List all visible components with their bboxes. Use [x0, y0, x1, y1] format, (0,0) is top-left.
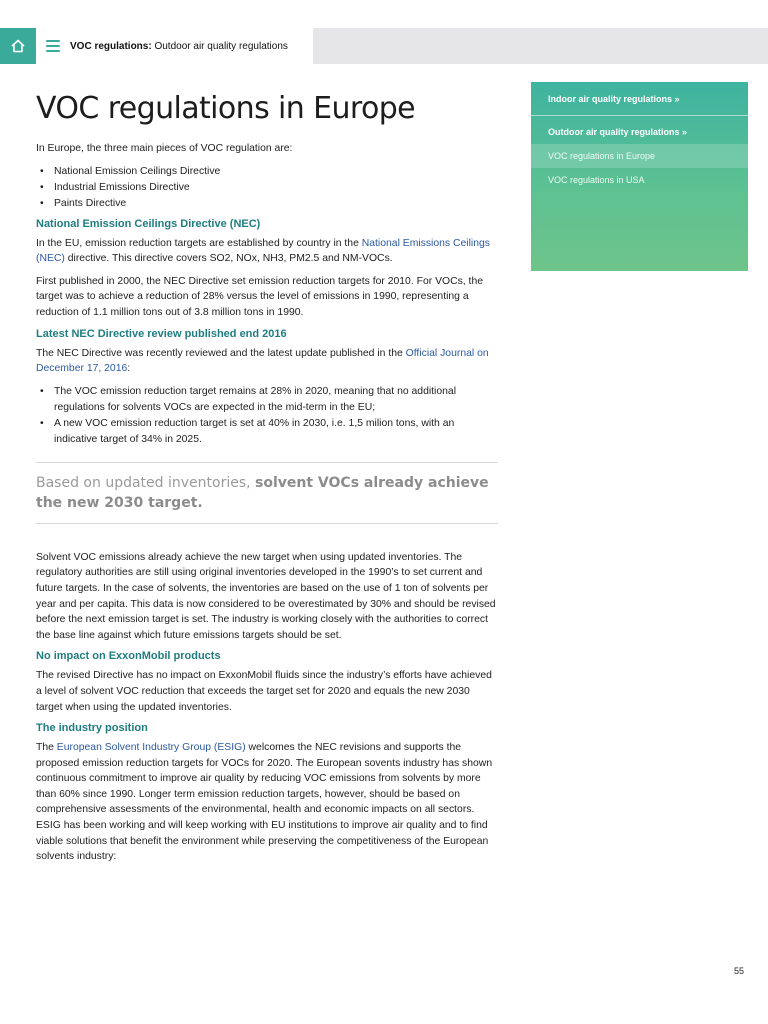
official-journal-link[interactable]: Official Journal on December 17, 2016 [36, 347, 489, 375]
exxon-paragraph: The revised Directive has no impact on ExxonMobil fluids since the industry’s efforts have achieved a level of solvent VOC reduction that exceeds the target set for 2020 and equals the new 2030 target when using the updated inventories. [36, 670, 492, 713]
esig-link[interactable]: European Solvent Industry Group (ESIG) [56, 742, 246, 754]
intro-text: In Europe, the three main pieces of VOC regulation are: [36, 143, 293, 154]
industry-paragraph: The European Solvent Industry Group (ESIG) welcomes the NEC revisions and supports the proposed emission reduction targets for VOCs for 2020. The European sovents industry has shown continuous commitment to improve air quality by reducing VOC emissions from solvents by more than 60% since 1990. Longer term emission reduction targets, however, should be based on comprehensive assessments of the environmental, health and economic impacts on all sectors. ESIG has been working and will keep working with EU institutions to improve air quality and to find viable solutions that benefit the environment while preserving the competitiveness of the European solvents industry: [36, 742, 493, 863]
sidebar-item-europe[interactable]: VOC regulations in Europe [531, 144, 748, 168]
nec-paragraph-2: First published in 2000, the NEC Directive set emission reduction targets for 2010. For VOCs, the target was to achieve a reduction of 28% versus the level of emissions in 1990, representing a reduction of 1.1 million tons out of 3.8 million tons in 1990. [36, 275, 484, 318]
nec-heading: National Emission Ceilings Directive (NEC) [36, 217, 261, 230]
review-paragraph: The NEC Directive was recently reviewed and the latest update published in the Official Journal on December 17, 2016: [36, 347, 489, 375]
home-button[interactable] [0, 28, 36, 64]
breadcrumb-page: Outdoor air quality regulations [151, 40, 288, 52]
breadcrumb [36, 28, 313, 64]
page-title: VOC regulations in Europe [36, 91, 416, 126]
top-bar-fill [313, 28, 768, 64]
home-icon [10, 38, 26, 54]
sidebar-divider [531, 115, 748, 116]
inventories-paragraph: Solvent VOC emissions already achieve the new target when using updated inventories. The regulatory authorities are still using original inventories developed in the 1990’s to set current and future targets. In the case of solvents, the inventories are based on the use of 1 ton of solvents per year and per capita. This data is now considered to be overestimated by 30% and should be revised before the next emission target is set. The industry is working closely with the authorities to correct the base line against which future emissions targets should be set. [36, 551, 496, 641]
top-bar [0, 28, 768, 64]
list-item: • A new VOC emission reduction target is set at 40% in 2030, i.e. 1,5 milion tons, with an indicative target of 34% in 2025. [40, 416, 498, 448]
main-content [36, 92, 498, 872]
breadcrumb-text [70, 41, 288, 52]
review-list [40, 384, 498, 448]
list-item: • Industrial Emissions Directive [40, 180, 498, 196]
breadcrumb-section[interactable]: VOC regulations: [70, 40, 152, 52]
nec-link[interactable]: National Emissions Ceilings (NEC) [36, 237, 490, 265]
sidebar-item-outdoor[interactable]: Outdoor air quality regulations » [548, 127, 688, 137]
list-item: • The VOC emission reduction target remains at 28% in 2020, meaning that no additional regulations for solvents VOCs are expected in the mid-term in the EU; [40, 384, 498, 416]
sidebar-nav [531, 82, 748, 271]
exxon-heading: No impact on ExxonMobil products [36, 650, 221, 663]
nec-paragraph-1: In the EU, emission reduction targets are established by country in the National Emissions Ceilings (NEC) directive. This directive covers SO2, NOx, NH3, PM2.5 and NM-VOCs. [36, 237, 490, 265]
intro-list [40, 164, 498, 212]
list-item: • Paints Directive [40, 196, 498, 212]
page-number: 55 [734, 966, 745, 976]
sidebar-item-usa[interactable]: VOC regulations in USA [548, 175, 645, 185]
pull-quote: Based on updated inventories, solvent VOCs already achieve the new 2030 target. [36, 474, 489, 511]
sidebar-item-indoor[interactable]: Indoor air quality regulations » [548, 94, 680, 104]
review-heading: Latest NEC Directive review published end 2016 [36, 327, 287, 340]
menu-icon[interactable] [46, 40, 60, 52]
industry-heading: The industry position [36, 722, 148, 735]
quote-bottom-divider [36, 523, 498, 524]
list-item: • National Emission Ceilings Directive [40, 164, 498, 180]
